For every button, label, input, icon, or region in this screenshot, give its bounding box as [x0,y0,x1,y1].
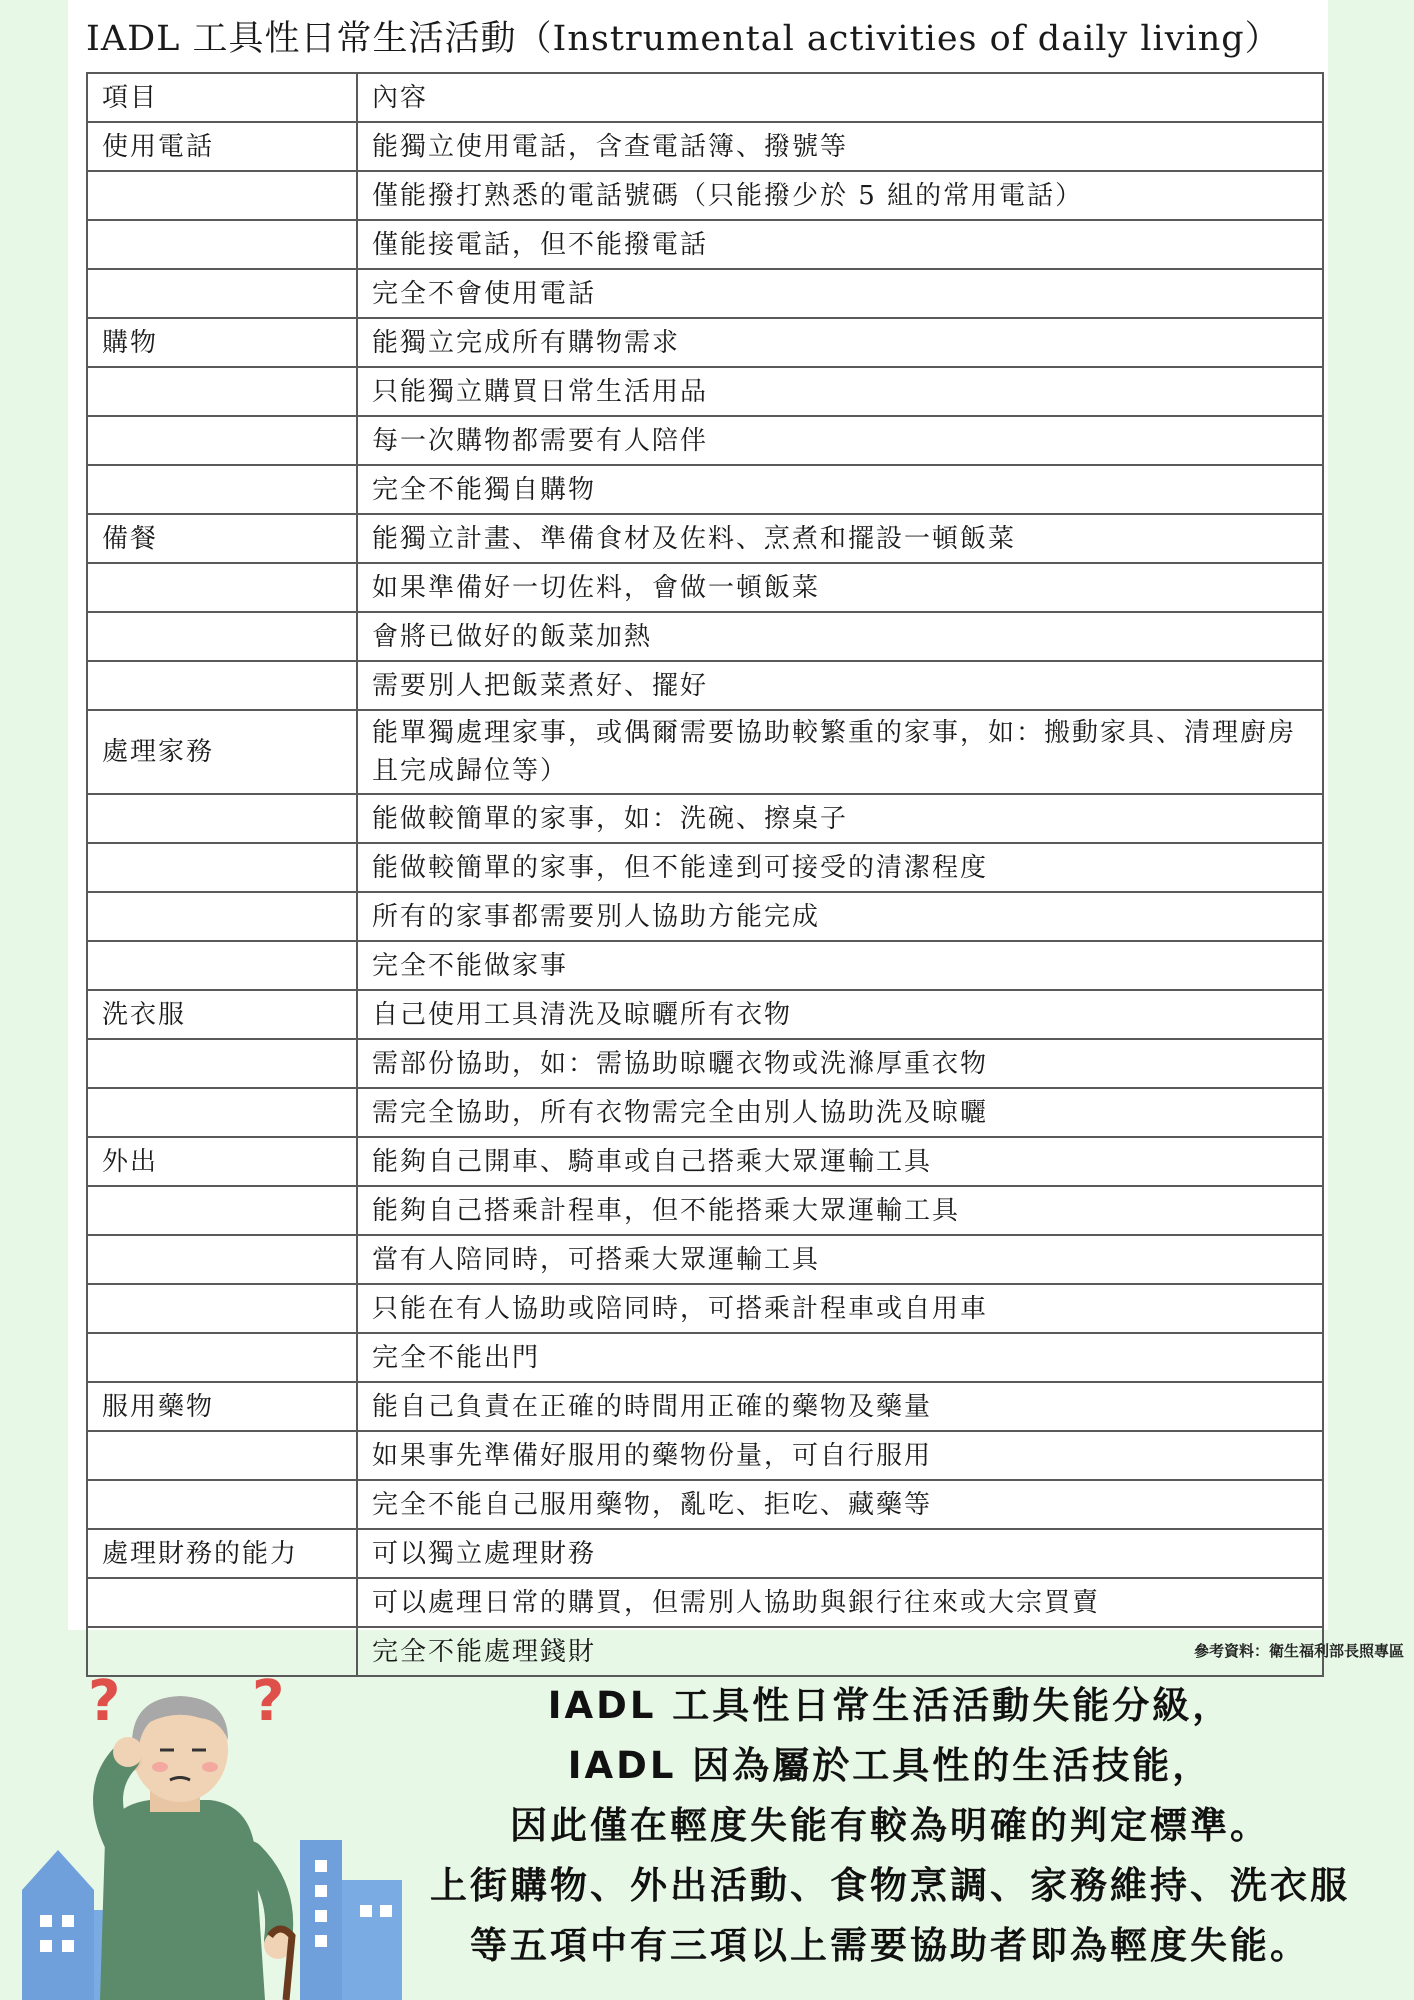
content-cell: 每一次購物都需要有人陪伴 [357,416,1323,465]
elderly-man-illustration [0,1640,420,2000]
table-body [87,73,1323,1676]
content-cell: 能獨立使用電話，含查電話簿、撥號等 [357,122,1323,171]
content-cell: 完全不能做家事 [357,941,1323,990]
table-row [87,220,1323,269]
item-cell: 備餐 [87,514,357,563]
table-row [87,843,1323,892]
summary-line: 上街購物、外出活動、食物烹調、家務維持、洗衣服 [430,1864,1350,1907]
item-cell [87,1431,357,1480]
table-header-row [87,73,1323,122]
table-row [87,1088,1323,1137]
table-row [87,1382,1323,1431]
item-cell: 處理家務 [87,710,357,794]
content-cell: 僅能接電話，但不能撥電話 [357,220,1323,269]
content-cell: 會將已做好的飯菜加熱 [357,612,1323,661]
table-row [87,1333,1323,1382]
content-cell: 只能在有人協助或陪同時，可搭乘計程車或自用車 [357,1284,1323,1333]
table-row [87,1529,1323,1578]
content-cell: 完全不會使用電話 [357,269,1323,318]
table-row [87,612,1323,661]
content-cell: 如果準備好一切佐料，會做一頓飯菜 [357,563,1323,612]
page-title: IADL 工具性日常生活活動（Instrumental activities of daily living） [86,19,1281,59]
content-cell: 能做較簡單的家事，如：洗碗、擦桌子 [357,794,1323,843]
summary-line: IADL 工具性日常生活活動失能分級， [547,1684,1233,1727]
content-cell: 需完全協助，所有衣物需完全由別人協助洗及晾曬 [357,1088,1323,1137]
table-row [87,318,1323,367]
item-cell [87,843,357,892]
summary-text [380,1676,1400,1976]
table-row [87,1137,1323,1186]
item-cell [87,220,357,269]
item-cell [87,1088,357,1137]
item-cell [87,1284,357,1333]
content-cell: 能自己負責在正確的時間用正確的藥物及藥量 [357,1382,1323,1431]
table-row [87,1480,1323,1529]
table-row [87,710,1323,794]
table-row [87,171,1323,220]
table-row [87,514,1323,563]
content-cell: 能獨立計畫、準備食材及佐料、烹煮和擺設一頓飯菜 [357,514,1323,563]
elderly-man-icon [100,1696,292,2000]
content-cell: 完全不能出門 [357,1333,1323,1382]
item-cell [87,612,357,661]
table-row [87,892,1323,941]
content-cell: 完全不能處理錢財 [357,1627,1323,1676]
item-cell [87,416,357,465]
table-row [87,269,1323,318]
item-cell [87,171,357,220]
content-cell: 僅能撥打熟悉的電話號碼（只能撥少於 5 組的常用電話） [357,171,1323,220]
question-mark-icon: ? [252,1669,285,1734]
summary-line: 因此僅在輕度失能有較為明確的判定標準。 [510,1804,1270,1847]
item-cell: 處理財務的能力 [87,1529,357,1578]
content-cell: 如果事先準備好服用的藥物份量，可自行服用 [357,1431,1323,1480]
summary-line: 等五項中有三項以上需要協助者即為輕度失能。 [470,1924,1310,1967]
item-cell: 洗衣服 [87,990,357,1039]
content-cell: 當有人陪同時，可搭乘大眾運輸工具 [357,1235,1323,1284]
table-row [87,661,1323,710]
item-cell [87,1333,357,1382]
content-cell: 能夠自己開車、騎車或自己搭乘大眾運輸工具 [357,1137,1323,1186]
table-row [87,1039,1323,1088]
item-cell: 購物 [87,318,357,367]
item-cell [87,1186,357,1235]
item-cell [87,1480,357,1529]
item-cell: 服用藥物 [87,1382,357,1431]
item-cell [87,1235,357,1284]
item-cell [87,1039,357,1088]
table-row [87,1235,1323,1284]
item-cell [87,465,357,514]
content-cell: 可以獨立處理財務 [357,1529,1323,1578]
table-row [87,416,1323,465]
header-item: 項目 [87,73,357,122]
content-cell: 能夠自己搭乘計程車，但不能搭乘大眾運輸工具 [357,1186,1323,1235]
item-cell [87,892,357,941]
content-cell: 完全不能獨自購物 [357,465,1323,514]
table-row [87,1284,1323,1333]
item-cell [87,661,357,710]
table-row [87,367,1323,416]
table-row [87,1578,1323,1627]
table-row [87,1431,1323,1480]
table-row [87,465,1323,514]
item-cell [87,367,357,416]
content-cell: 能做較簡單的家事，但不能達到可接受的清潔程度 [357,843,1323,892]
content-cell: 需要別人把飯菜煮好、擺好 [357,661,1323,710]
table-row [87,1186,1323,1235]
content-cell: 完全不能自己服用藥物，亂吃、拒吃、藏藥等 [357,1480,1323,1529]
item-cell [87,563,357,612]
iadl-table [86,72,1324,1677]
summary-line: IADL 因為屬於工具性的生活技能， [567,1744,1213,1787]
header-content: 內容 [357,73,1323,122]
content-cell: 能單獨處理家事，或偶爾需要協助較繁重的家事，如：搬動家具、清理廚房且完成歸位等） [357,710,1323,794]
content-cell: 所有的家事都需要別人協助方能完成 [357,892,1323,941]
item-cell [87,794,357,843]
item-cell: 外出 [87,1137,357,1186]
content-cell: 需部份協助，如：需協助晾曬衣物或洗滌厚重衣物 [357,1039,1323,1088]
content-cell: 可以處理日常的購買，但需別人協助與銀行往來或大宗買賣 [357,1578,1323,1627]
content-cell: 自己使用工具清洗及晾曬所有衣物 [357,990,1323,1039]
reference-source: 參考資料：衛生福利部長照專區 [1193,1642,1404,1660]
item-cell [87,269,357,318]
item-cell [87,941,357,990]
table-row [87,122,1323,171]
question-mark-icon: ? [88,1669,121,1734]
item-cell [87,1578,357,1627]
table-row [87,990,1323,1039]
content-cell: 只能獨立購買日常生活用品 [357,367,1323,416]
table-row [87,563,1323,612]
item-cell: 使用電話 [87,122,357,171]
table-row [87,794,1323,843]
content-cell: 能獨立完成所有購物需求 [357,318,1323,367]
table-row [87,941,1323,990]
